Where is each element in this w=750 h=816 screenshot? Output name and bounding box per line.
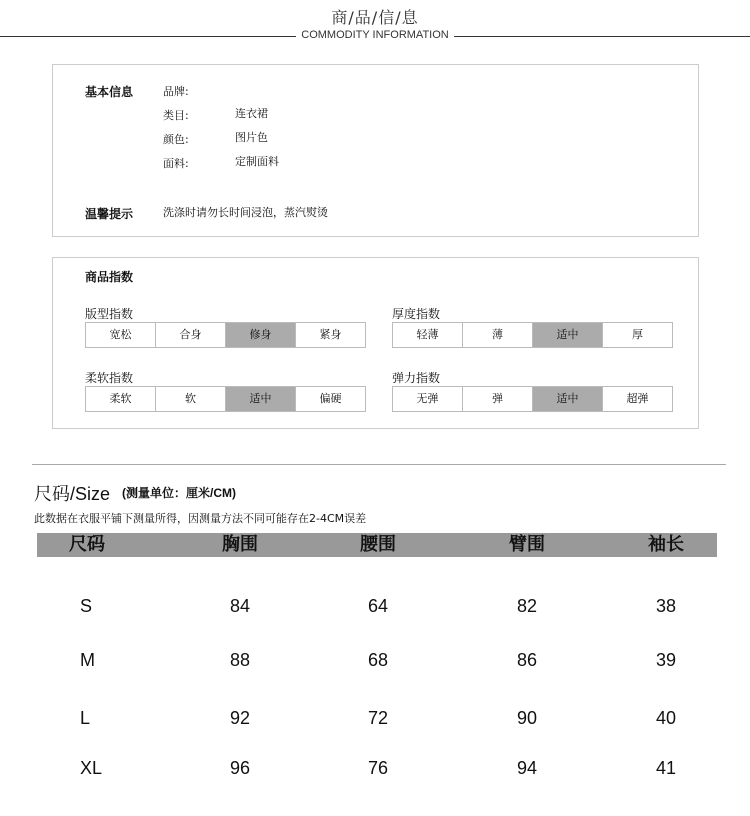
index-option: 适中 bbox=[533, 387, 603, 411]
field-label: 品牌: bbox=[163, 85, 189, 98]
column-header: 腰围 bbox=[360, 534, 396, 555]
field-label: 类目: bbox=[163, 109, 189, 122]
index-scale bbox=[85, 322, 366, 348]
field-label: 面料: bbox=[163, 157, 189, 170]
measure-cell: 94 bbox=[516, 758, 538, 778]
index-label: 版型指数 bbox=[85, 307, 134, 321]
index-option: 合身 bbox=[156, 323, 226, 347]
field-value: 定制面料 bbox=[235, 155, 279, 168]
size-table-header bbox=[37, 533, 717, 557]
tip-text: 洗涤时请勿长时间浸泡，蒸汽熨烫 bbox=[163, 206, 328, 219]
size-unit: (测量单位：厘米/CM) bbox=[122, 486, 236, 500]
index-option: 厚 bbox=[632, 328, 643, 341]
index-option: 无弹 bbox=[393, 387, 463, 411]
index-label: 弹力指数 bbox=[392, 371, 441, 385]
index-scale bbox=[392, 322, 673, 348]
measure-cell: 96 bbox=[229, 758, 251, 778]
size-divider bbox=[32, 464, 726, 465]
measure-cell: 38 bbox=[655, 596, 677, 616]
measure-cell: 86 bbox=[516, 650, 538, 670]
measure-cell: 64 bbox=[367, 596, 389, 616]
measure-cell: 40 bbox=[655, 708, 677, 728]
measure-cell: 82 bbox=[516, 596, 538, 616]
index-heading: 商品指数 bbox=[85, 270, 134, 284]
measure-cell: 84 bbox=[229, 596, 251, 616]
index-option: 软 bbox=[156, 387, 226, 411]
index-label: 柔软指数 bbox=[85, 371, 134, 385]
index-scale bbox=[85, 386, 366, 412]
measure-cell: 92 bbox=[229, 708, 251, 728]
basic-info-box bbox=[52, 64, 699, 237]
index-option: 适中 bbox=[533, 323, 603, 347]
index-option: 超弹 bbox=[626, 392, 649, 405]
column-header: 袖长 bbox=[648, 534, 684, 555]
measure-cell: 68 bbox=[367, 650, 389, 670]
index-option: 弹 bbox=[463, 387, 533, 411]
size-cell: M bbox=[80, 650, 95, 670]
index-option: 修身 bbox=[226, 323, 296, 347]
measure-cell: 90 bbox=[516, 708, 538, 728]
section-title-cn: 商/品/信/息 bbox=[331, 8, 419, 27]
column-header: 胸围 bbox=[222, 534, 258, 555]
size-cell: L bbox=[80, 708, 91, 728]
field-label: 颜色: bbox=[163, 133, 189, 146]
index-option: 适中 bbox=[226, 387, 296, 411]
column-header: 尺码 bbox=[69, 534, 105, 555]
measure-cell: 88 bbox=[229, 650, 251, 670]
measure-cell: 76 bbox=[367, 758, 389, 778]
tip-heading: 温馨提示 bbox=[85, 207, 134, 221]
basic-info-heading: 基本信息 bbox=[85, 85, 134, 99]
size-cell: XL bbox=[80, 758, 103, 778]
index-option: 紧身 bbox=[319, 328, 342, 341]
measure-cell: 41 bbox=[655, 758, 677, 778]
measure-cell: 72 bbox=[367, 708, 389, 728]
field-value: 图片色 bbox=[235, 131, 268, 144]
field-value: 连衣裙 bbox=[235, 107, 268, 120]
measure-cell: 39 bbox=[655, 650, 677, 670]
index-scale bbox=[392, 386, 673, 412]
product-index-box bbox=[52, 257, 699, 429]
column-header: 臂围 bbox=[509, 534, 545, 555]
section-title-en: COMMODITY INFORMATION bbox=[296, 29, 453, 41]
index-option: 偏硬 bbox=[319, 392, 342, 405]
size-note: 此数据在衣服平铺下测量所得，因测量方法不同可能存在2-4CM误差 bbox=[34, 512, 367, 525]
index-option: 柔软 bbox=[86, 387, 156, 411]
size-cell: S bbox=[80, 596, 93, 616]
index-option: 轻薄 bbox=[393, 323, 463, 347]
index-option: 宽松 bbox=[86, 323, 156, 347]
index-label: 厚度指数 bbox=[392, 307, 441, 321]
size-title: 尺码/Size bbox=[34, 484, 111, 504]
index-option: 薄 bbox=[463, 323, 533, 347]
